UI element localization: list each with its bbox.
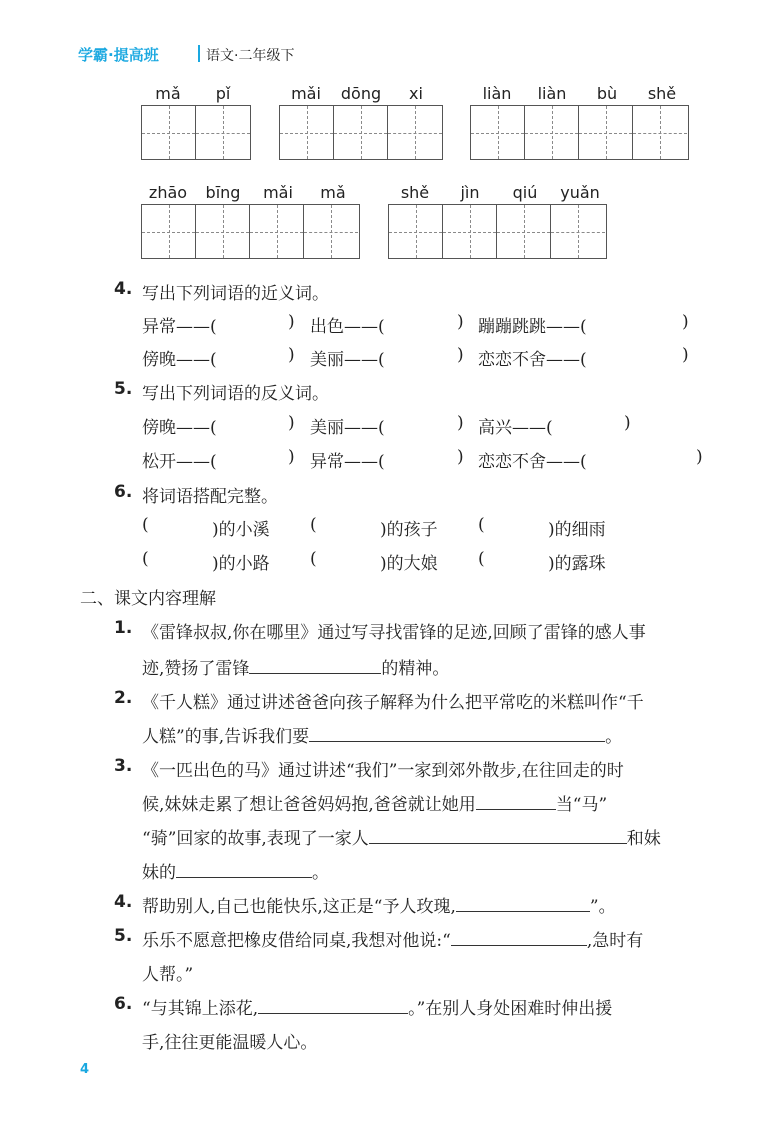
paren-close: ) xyxy=(457,447,464,467)
pinyin: zhāo xyxy=(148,183,188,202)
question-title: 写出下列词语的近义词。 xyxy=(142,284,329,304)
question-number: 5. xyxy=(114,379,133,399)
paren-close: ) xyxy=(288,312,295,332)
paren-open: ( xyxy=(142,515,149,535)
writing-grid[interactable] xyxy=(388,204,607,259)
question-text: 《千人糕》通过讲述爸爸向孩子解释为什么把平常吃的米糕叫作“千 xyxy=(142,693,644,713)
word-prompt: 异常——( xyxy=(142,317,217,337)
paren-close: ) xyxy=(457,312,464,332)
question-number: 5. xyxy=(114,926,133,946)
question-text: 手,往往更能温暖人心。 xyxy=(142,1033,318,1053)
brand-logo: 学霸·提高班 xyxy=(78,46,159,64)
question-title: 将词语搭配完整。 xyxy=(142,487,278,507)
question-number: 1. xyxy=(114,618,133,638)
answer-blank[interactable] xyxy=(476,794,556,810)
question-text: “骑”回家的故事,表现了一家人 和妹 xyxy=(142,829,661,849)
writing-grid[interactable] xyxy=(141,105,251,160)
writing-grid[interactable] xyxy=(279,105,443,160)
question-number: 4. xyxy=(114,279,133,299)
answer-blank[interactable] xyxy=(451,930,587,946)
answer-blank[interactable] xyxy=(258,998,408,1014)
pinyin: mǎi xyxy=(263,183,293,202)
question-text: 人帮。” xyxy=(142,965,194,985)
paren-close: ) xyxy=(457,345,464,365)
answer-blank[interactable] xyxy=(309,726,605,742)
question-number: 6. xyxy=(114,482,133,502)
paren-open: ( xyxy=(310,549,317,569)
phrase: )的小溪 xyxy=(212,520,270,540)
question-title: 写出下列词语的反义词。 xyxy=(142,384,329,404)
pinyin: mǎ xyxy=(320,183,346,202)
writing-grid[interactable] xyxy=(470,105,689,160)
pinyin: bīng xyxy=(205,183,241,202)
word-prompt: 傍晚——( xyxy=(142,350,217,370)
paren-open: ( xyxy=(310,515,317,535)
writing-grid[interactable] xyxy=(141,204,360,259)
pinyin: mǎi xyxy=(291,84,321,103)
paren-close: ) xyxy=(682,345,689,365)
phrase: )的孩子 xyxy=(380,520,438,540)
pinyin: qiú xyxy=(512,183,538,202)
question-number: 6. xyxy=(114,994,133,1014)
word-prompt: 蹦蹦跳跳——( xyxy=(478,317,587,337)
question-number: 2. xyxy=(114,688,133,708)
paren-close: ) xyxy=(288,345,295,365)
paren-close: ) xyxy=(696,447,703,467)
paren-close: ) xyxy=(624,413,631,433)
phrase: )的大娘 xyxy=(380,554,438,574)
section-title: 二、课文内容理解 xyxy=(80,589,216,609)
question-number: 3. xyxy=(114,756,133,776)
answer-blank[interactable] xyxy=(249,658,381,674)
header-subtitle: 语文·二年级下 xyxy=(206,48,295,64)
answer-blank[interactable] xyxy=(456,896,590,912)
pinyin: xi xyxy=(409,84,423,103)
word-prompt: 美丽——( xyxy=(310,350,385,370)
word-prompt: 出色——( xyxy=(310,317,385,337)
question-text: 《雷锋叔叔,你在哪里》通过写寻找雷锋的足迹,回顾了雷锋的感人事 xyxy=(142,623,646,643)
question-text: 迹,赞扬了雷锋 的精神。 xyxy=(142,659,450,679)
phrase: )的小路 xyxy=(212,554,270,574)
word-prompt: 高兴——( xyxy=(478,418,553,438)
pinyin: liàn xyxy=(482,84,512,103)
pinyin: mǎ xyxy=(155,84,181,103)
pinyin: bù xyxy=(596,84,618,103)
question-text: 乐乐不愿意把橡皮借给同桌,我想对他说:“ ,急时有 xyxy=(142,931,644,951)
pinyin: pǐ xyxy=(215,84,231,103)
pinyin: jìn xyxy=(460,183,480,202)
word-prompt: 松开——( xyxy=(142,452,217,472)
question-text: 候,妹妹走累了想让爸爸妈妈抱,爸爸就让她用 当“马” xyxy=(142,795,608,815)
pinyin: liàn xyxy=(537,84,567,103)
pinyin: yuǎn xyxy=(560,183,600,202)
question-text: 妹的 。 xyxy=(142,863,329,883)
paren-close: ) xyxy=(682,312,689,332)
question-text: 《一匹出色的马》通过讲述“我们”一家到郊外散步,在往回走的时 xyxy=(142,761,624,781)
paren-close: ) xyxy=(288,447,295,467)
pinyin: shě xyxy=(647,84,677,103)
word-prompt: 美丽——( xyxy=(310,418,385,438)
phrase: )的细雨 xyxy=(548,520,606,540)
word-prompt: 恋恋不舍——( xyxy=(478,452,587,472)
question-text: 人糕”的事,告诉我们要 。 xyxy=(142,727,623,747)
paren-close: ) xyxy=(457,413,464,433)
answer-blank[interactable] xyxy=(176,862,312,878)
paren-close: ) xyxy=(288,413,295,433)
paren-open: ( xyxy=(142,549,149,569)
paren-open: ( xyxy=(478,515,485,535)
phrase: )的露珠 xyxy=(548,554,606,574)
question-number: 4. xyxy=(114,892,133,912)
question-text: “与其锦上添花, 。”在别人身处困难时伸出援 xyxy=(142,999,613,1019)
answer-blank[interactable] xyxy=(369,828,627,844)
page-number: 4 xyxy=(80,1062,90,1077)
word-prompt: 异常——( xyxy=(310,452,385,472)
pinyin: shě xyxy=(400,183,430,202)
paren-open: ( xyxy=(478,549,485,569)
header-divider xyxy=(198,45,200,62)
pinyin: dōng xyxy=(340,84,382,103)
word-prompt: 傍晚——( xyxy=(142,418,217,438)
word-prompt: 恋恋不舍——( xyxy=(478,350,587,370)
question-text: 帮助别人,自己也能快乐,这正是“予人玫瑰, ”。 xyxy=(142,897,616,917)
